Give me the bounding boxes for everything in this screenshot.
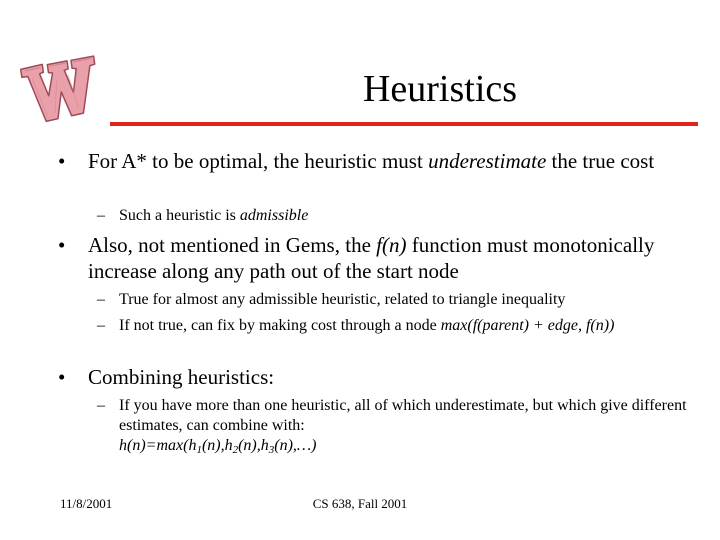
slide-title: Heuristics [362,68,518,110]
logo-image [18,50,104,130]
dash-icon: – [97,207,105,224]
bullet-text: Also, not mentioned in Gems, the [88,233,377,257]
title-underline [110,122,698,126]
bullet-item [58,148,688,174]
bullet-text: the true cost [546,149,655,173]
footer-date: 11/8/2001 [60,496,113,511]
dash-icon: – [97,317,105,334]
bullet-icon: • [58,233,66,257]
sub-bullet-text: Such a heuristic is [119,207,240,224]
footer-course: CS 638, Fall 2001 [312,496,408,511]
dash-icon: – [97,291,105,308]
sub-bullet-item [97,206,689,226]
sub-bullet-item [97,290,689,310]
sub-bullet-item [97,316,689,336]
sub-bullet-text: If not true, can fix by making cost through a node [119,317,441,334]
bullet-emphasis: underestimate [428,149,547,173]
sub-bullet-emphasis: max(f(parent) + edge, f(n)) [440,317,615,334]
bullet-icon: • [58,149,66,173]
dash-icon: – [97,397,105,414]
bullet-text: For A* to be optimal, the heuristic must [88,149,429,173]
bullet-emphasis: f(n) [376,233,407,257]
bullet-icon: • [58,365,66,389]
bullet-text: Combining heuristics: [88,365,275,389]
bullet-text: function must monotonically increase along any path out of the start node [88,233,655,283]
formula: $h(n)=\max(h_1(n),h_2(n),h_3(n),\dots)$ [119,437,317,456]
sub-bullet-emphasis: admissible [239,207,309,224]
sub-bullet-text: True for almost any admissible heuristic, related to triangle inequality [119,291,566,308]
bullet-item [58,232,688,284]
sub-bullet-text: If you have more than one heuristic, all of which underestimate, but which give different estimates, can combine with: [119,397,687,434]
sub-bullet-item [97,396,689,460]
w-logo-icon [18,50,104,130]
bullet-item [58,364,688,390]
